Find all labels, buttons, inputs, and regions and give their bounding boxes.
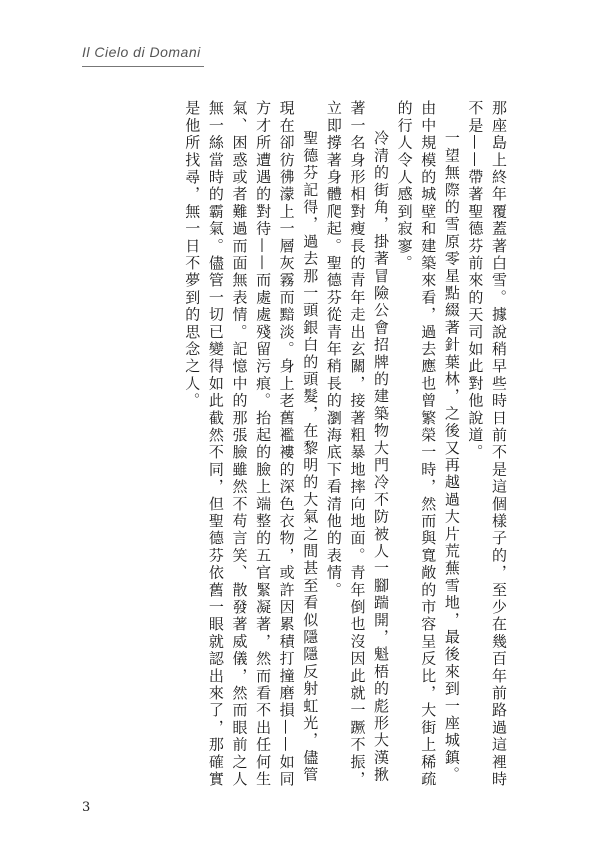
running-header-title: Il Cielo di Domani <box>82 44 201 60</box>
page-number: 3 <box>82 800 91 815</box>
vertical-body-text <box>180 100 510 790</box>
header-underline <box>82 66 204 67</box>
paragraph-1: 那座島上終年覆蓋著白雪。據說稍早些時日前不是這個樣子的，至少在幾百年前路過這裡時不是——帶著聖德芬前來的天司如此對他說道。 <box>466 100 508 788</box>
paragraph-2: 一望無際的雪原零星點綴著針葉林，之後又再越過大片荒蕪雪地，最後來到一座城鎮。由中規模的城壁和建築來看，過去應也曾繁榮一時，然而與寬敞的市容呈反比，大街上稀疏的行人令人感到寂寥。 <box>395 100 461 788</box>
paragraph-3: 冷清的街角，掛著冒險公會招牌的建築物大門冷不防被人一腳踹開，魁梧的彪形大漢揪著一名身形相對瘦長的青年走出玄關，接著粗暴地摔向地面。青年倒也沒因此就一蹶不振，立即撐著身體爬起。聖德芬從青年稍長的瀏海底下看清他的表情。 <box>324 100 391 788</box>
paragraph-4: 聖德芬記得，過去那一頭銀白的頭髮，在黎明的大氣之間甚至看似隱隱反射虹光，儘管現在卻彷彿濛上一層灰霧而黯淡。身上老舊襤褸的深色衣物，或許因累積打撞磨損——如同方才所遭遇的對待——而處處殘留污痕。抬起的臉上端整的五官緊凝著，然而看不出任何生氣、困惑或者難過而面無表情。記憶中的那張臉雖然不苟言笑、散發著威儀，然而眼前之人無一絲當時的霸氣。儘管一切已變得如此截然不同，但聖德芬依舊一眼就認出來了，那確實是他所找尋，無一日不夢到的思念之人。 <box>183 100 320 788</box>
